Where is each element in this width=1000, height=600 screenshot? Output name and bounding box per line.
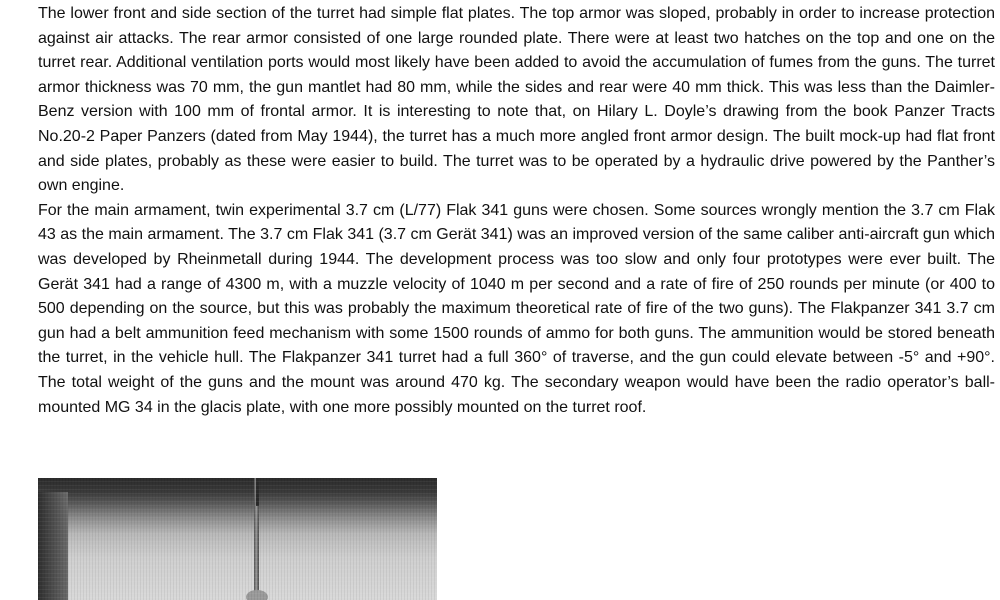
historical-photograph[interactable] [38,478,437,600]
paragraph-main-armament: For the main armament, twin experimental 3.7 cm (L/77) Flak 341 guns were chosen. Some sources wrongly mention the 3.7 cm Flak 43 as the main armament. The 3.7 cm Flak 341 (3.7 cm Gerät 341) was an improved version of the same caliber anti-aircraft gun which was developed by Rheinmetall during 1944. The development process was too slow and only four prototypes were ever built. The Gerät 341 had a range of 4300 m, with a muzzle velocity of 1040 m per second and a rate of fire of 250 rounds per minute (or 400 to 500 depending on the source, but this was probably the maximum theoretical rate of fire of the two guns). The Flakpanzer 341 3.7 cm gun had a belt ammunition feed mechanism with some 1500 rounds of ammo for both guns. The ammunition would be stored beneath the turret, in the vehicle hull. The Flakpanzer 341 turret had a full 360° of traverse, and the gun could elevate between -5° and +90°. The total weight of the guns and the mount was around 470 kg. The secondary weapon would have been the radio operator’s ball-mounted MG 34 in the glacis plate, with one more possibly mounted on the turret roof. [38,201,995,416]
paragraph-turret-armor: The lower front and side section of the turret had simple flat plates. The top armor was sloped, probably in order to increase protection against air attacks. The rear armor consisted of one large rounded plate. There were at least two hatches on the top and one on the turret rear. Additional ventilation ports would most likely have been added to avoid the accumulation of fumes from the guns. The turret armor thickness was 70 mm, the gun mantlet had 80 mm, while the sides and rear were 40 mm thick. This was less than the Daimler-Benz version with 100 mm of frontal armor. It is interesting to note that, on Hilary L. Doyle’s drawing from the book Panzer Tracts No.20-2 Paper Panzers (dated from May 1944), the turret has a much more angled front armor design. The built mock-up had flat front and side plates, probably as these were easier to build. The turret was to be operated by a hydraulic drive powered by the Panther’s own engine. [38,5,995,195]
photograph-icon [38,478,437,600]
article-body [38,2,995,420]
